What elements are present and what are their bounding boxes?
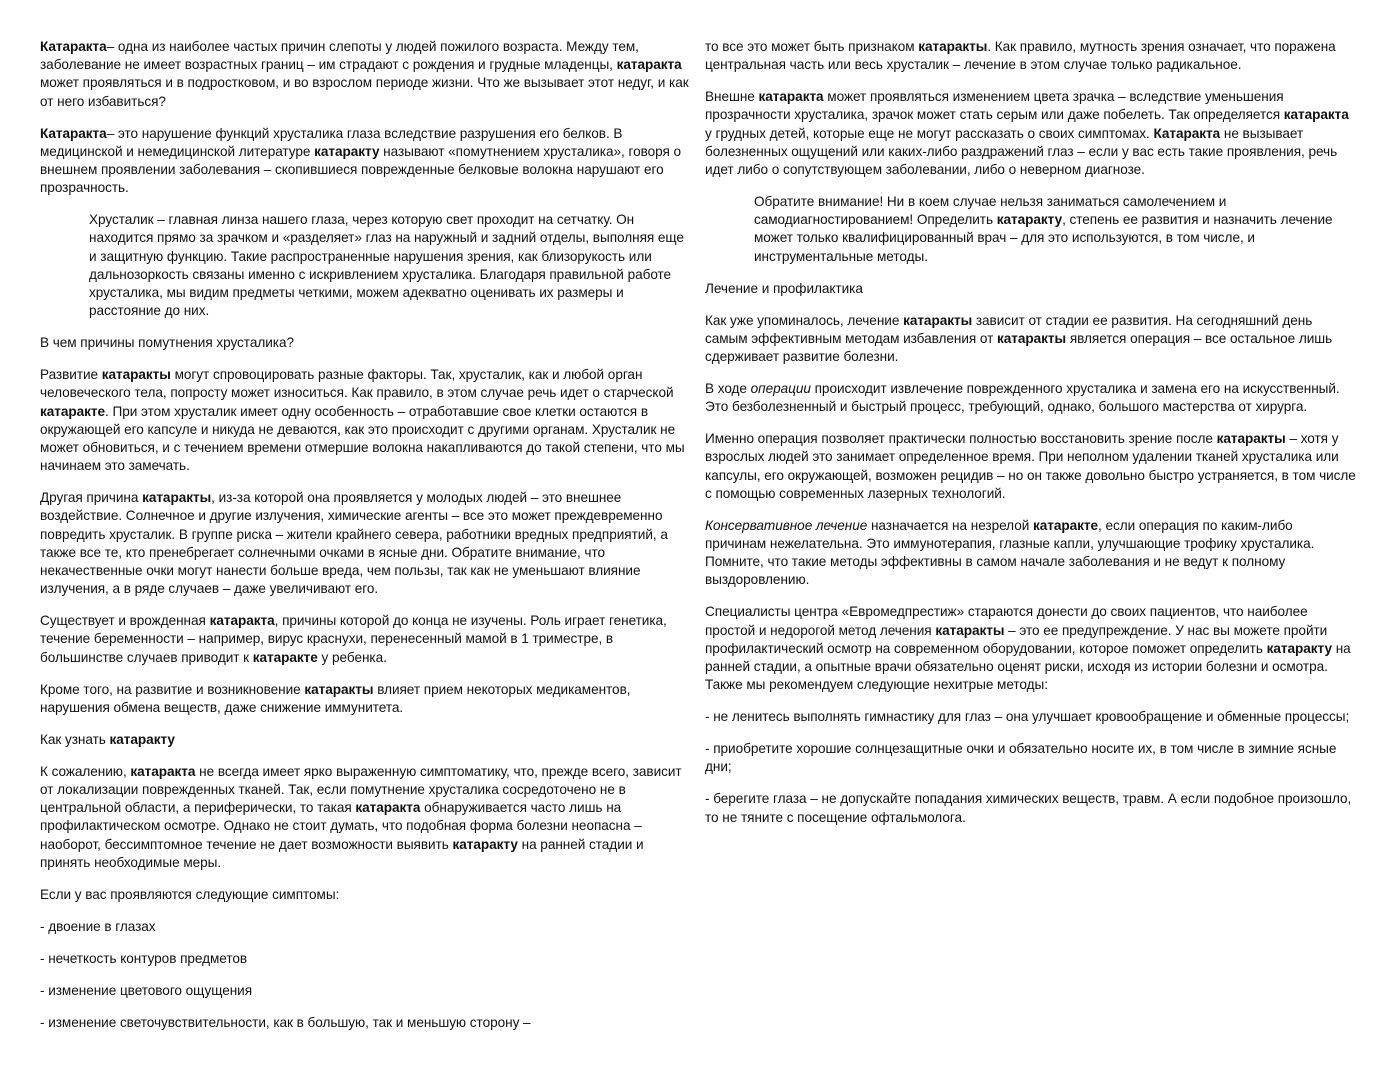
text-run: , причины которой до конца не изучены. Роль играет генетика, течение беременности – например, вирус краснухи, перенесенный мамой в 1 триместре, в большинстве случаев приводит к	[40, 613, 667, 665]
paragraph	[705, 603, 1357, 694]
paragraph	[705, 517, 1357, 590]
bold-term: катаракту	[109, 731, 175, 747]
bold-term: катаракты	[304, 681, 374, 697]
text-run: Если у вас проявляются следующие симптомы:	[40, 886, 340, 902]
text-run: у ребенка.	[317, 649, 387, 665]
text-run: - нечеткость контуров предметов	[40, 950, 248, 966]
text-run: не вызывает болезненных ощущений или каких-либо раздражений глаз – если у вас есть такие проявления, речь идет либо о сопутствующем заболевании, либо о неверном диагнозе.	[705, 125, 1338, 178]
italic-term: операции	[750, 381, 811, 397]
list-item	[40, 982, 690, 1000]
text-run: Развитие	[40, 367, 102, 383]
bold-term: катаракта	[616, 57, 682, 73]
text-run: , если операция по каким-либо причинам нежелательна. Это иммунотерапия, глазные капли, улучшающие трофику хрусталика. Помните, что такие методы эффективны в самом начале заболевания и не ведут к полному выздоровлению.	[705, 517, 1315, 588]
text-run: - изменение светочувствительности, как в большую, так и меньшую сторону –	[40, 1014, 531, 1030]
bold-term: Катаракта	[40, 125, 107, 141]
text-run: на ранней стадии и принять необходимые меры.	[40, 836, 644, 870]
paragraph	[40, 38, 690, 111]
text-run: - не ленитесь выполнять гимнастику для глаз – она улучшает кровообращение и обменные процессы;	[705, 709, 1350, 725]
text-run: Кроме того, на развитие и возникновение	[40, 681, 305, 697]
list-item	[705, 790, 1357, 826]
text-run: К сожалению,	[40, 763, 131, 779]
list-item	[705, 708, 1357, 726]
bold-term: катаракты	[903, 312, 973, 328]
text-run: В ходе	[705, 381, 751, 397]
text-run: не всегда имеет ярко выраженную симптоматику, что, прежде всего, зависит от локализации поврежденных тканей. Так, если помутнение хрусталика сосредоточено не в центральной области, а периферически, то такая	[40, 763, 682, 816]
text-run: . Как правило, мутность зрения означает, что поражена центральная часть или весь хрусталик – лечение в этом случае только радикальное.	[705, 39, 1336, 73]
bold-term: катаракте	[1032, 517, 1099, 533]
paragraph	[705, 430, 1357, 503]
left-column	[40, 38, 690, 1046]
text-run: могут спровоцировать разные факторы. Так, хрусталик, как и любой орган человеческого тела, попросту может износиться. Как правило, в этом случае речь идет о старческой	[40, 367, 674, 401]
text-run: Существует и врожденная	[40, 613, 210, 629]
bold-term: катаракта	[355, 800, 421, 816]
text-run: – одна из наиболее частых причин слепоты у людей пожилого возраста. Между тем, заболевание не имеет возрастных границ – им страдают с рождения и грудные младенцы,	[40, 39, 639, 73]
bold-term: катаракту	[1266, 640, 1332, 656]
text-run: Хрусталик – главная линза нашего глаза, через которую свет проходит на сетчатку. Он находится прямо за зрачком и «разделяет» глаз на наружный и задний отделы, выполняя еще и защитную функцию. Такие распространенные нарушения зрения, как близорукость или дальнозоркость связаны именно с искривлением хрусталика. Благодаря правильной работе хрусталика, мы видим предметы четкими, можем адекватно оценивать их размеры и расстояние до них.	[89, 212, 684, 319]
paragraph	[705, 38, 1357, 74]
section-heading	[705, 280, 1357, 298]
text-run: - приобретите хорошие солнцезащитные очки и обязательно носите их, в том числе в зимние ясные дни;	[705, 741, 1337, 775]
text-run: - изменение цветового ощущения	[40, 982, 253, 998]
bold-term: катаракту	[314, 143, 380, 159]
text-run: влияет прием некоторых медикаментов, нарушения обмена веществ, даже снижение иммунитета.	[40, 681, 631, 715]
note-blockquote	[89, 211, 690, 320]
text-run: - двоение в глазах	[40, 918, 156, 934]
text-run: Как узнать	[40, 731, 110, 747]
italic-term: Консервативное лечение	[705, 517, 868, 533]
text-run: Внешне	[705, 89, 759, 105]
text-run: . При этом хрусталик имеет одну особенность – отработавшие свое клетки остаются в окружающей его капсуле и никуда не деваются, как это происходит с другими органам. Хрусталик не может обновиться, и с течением времени отмершие волокна накапливаются до такой степени, что мы начинаем это замечать.	[40, 403, 685, 474]
paragraph	[705, 312, 1357, 367]
text-run: Лечение и профилактика	[705, 280, 863, 296]
text-run: Специалисты центра «Евромедпрестиж» стараются донести до своих пациентов, что наиболее простой и недорогой метод лечения	[705, 604, 1308, 638]
bold-term: катаракту	[996, 212, 1063, 228]
text-run: В чем причины помутнения хрусталика?	[40, 335, 294, 351]
bold-term: катаракта	[758, 89, 824, 105]
section-heading	[40, 731, 690, 749]
text-run: назначается на незрелой	[867, 517, 1033, 533]
paragraph	[40, 612, 690, 667]
text-run: Другая причина	[40, 490, 143, 506]
paragraph	[705, 88, 1357, 179]
list-item	[40, 918, 690, 936]
bold-term: катаракты	[101, 367, 171, 383]
text-run: может проявляться и в подростковом, и во взрослом периоде жизни. Что же вызывает этот недуг, и как от него избавиться?	[40, 75, 689, 109]
text-run: является операция – все остальное лишь сдерживает развитие болезни.	[705, 330, 1333, 365]
bold-term: катаракты	[142, 490, 212, 506]
text-run: на ранней стадии, а опытные врачи обязательно оценят риски, исходя из истории болезни и осмотра. Также мы рекомендуем следующие нехитрые методы:	[705, 640, 1351, 693]
bold-term: катаракты	[997, 330, 1067, 346]
text-run: зависит от стадии ее развития. На сегодняшний день самым эффективным методам избавления от	[705, 312, 1313, 346]
text-run: - берегите глаза – не допускайте попадания химических веществ, травм. А если подобное произошло, то не тяните с посещение офтальмолога.	[705, 791, 1352, 825]
text-run: происходит извлечение поврежденного хрусталика и замена его на искусственный. Это безболезненный и быстрый процесс, требующий, однако, большого мастерства от хирурга.	[705, 381, 1340, 415]
list-item	[705, 740, 1357, 776]
text-run: называют «помутнением хрусталика», говоря о внешнем проявлении заболевания – скопившиеся поврежденные белковые волокна нарушают его прозрачность.	[40, 143, 682, 196]
paragraph	[40, 681, 690, 717]
text-run: , из-за которой она проявляется у молодых людей – это внешнее воздействие. Солнечное и другие излучения, химические агенты – все это может преждевременно повредить хрусталик. В группе риска – жители крайнего севера, работники вредных предприятий, а также все те, кто пренебрегает солнечными очками в ясные дни. Обратите внимание, что некачественные очки могут нанести больше вреда, чем пользы, так как не уменьшают влияние излучения, а в ряде случаев – даже увеличивают его.	[40, 490, 668, 597]
paragraph	[40, 125, 690, 198]
paragraph	[705, 380, 1357, 416]
bold-term: катаракта	[209, 613, 275, 629]
note-blockquote	[754, 193, 1357, 266]
paragraph	[40, 886, 690, 904]
right-column	[705, 38, 1357, 841]
text-run: то все это может быть признаком	[705, 39, 919, 54]
bold-term: катаракта	[1283, 107, 1349, 123]
text-run: обнаруживается часто лишь на профилактическом осмотре. Однако не стоит думать, что подобная форма болезни неопасна – наоборот, бессимптомное течение не дает возможности выявить	[40, 800, 642, 852]
list-item	[40, 1014, 690, 1032]
text-run: Обратите внимание! Ни в коем случае нельзя заниматься самолечением и самодиагностированием! Определить	[754, 194, 1227, 228]
paragraph	[40, 489, 690, 598]
list-item	[40, 950, 690, 968]
section-heading	[40, 334, 690, 352]
text-run: Как уже упоминалось, лечение	[705, 312, 904, 328]
bold-term: катаракте	[252, 649, 318, 665]
paragraph	[40, 366, 690, 475]
bold-term: катаракты	[935, 622, 1005, 638]
text-run: – хотя у взрослых людей это занимает определенное время. При неполном удалении тканей хрусталика или капсулы, его окружающей, возможен рецидив – но он также довольно быстро устраняется, в том числе с помощью современных лазерных технологий.	[705, 431, 1356, 501]
text-run: – это ее предупреждение. У нас вы можете пройти профилактический осмотр на современном оборудовании, которое поможет определить	[705, 622, 1328, 656]
text-run: у грудных детей, которые еще не могут рассказать о своих симптомах.	[705, 125, 1154, 141]
text-run: , степень ее развития и назначить лечение может только квалифицированный врач – для это используются, в том числе, и инструментальные методы.	[754, 212, 1333, 264]
bold-term: катаракте	[40, 403, 106, 419]
bold-term: катаракты	[918, 39, 988, 54]
text-run: Именно операция позволяет практически полностью восстановить зрение после	[705, 431, 1217, 447]
text-run: – это нарушение функций хрусталика глаза вследствие разрушения его белков. В медицинской и немедицинской литературе	[40, 125, 623, 159]
bold-term: Катаракта	[1153, 125, 1221, 141]
bold-term: катаракту	[452, 836, 518, 852]
bold-term: Катаракта	[40, 39, 107, 54]
paragraph	[40, 763, 690, 872]
text-run: может проявляться изменением цвета зрачка – вследствие уменьшения прозрачности хрусталика, зрачок может стать серым или даже побелеть. Так определяется	[705, 89, 1284, 123]
bold-term: катаракта	[130, 763, 196, 779]
bold-term: катаракты	[1216, 431, 1286, 447]
